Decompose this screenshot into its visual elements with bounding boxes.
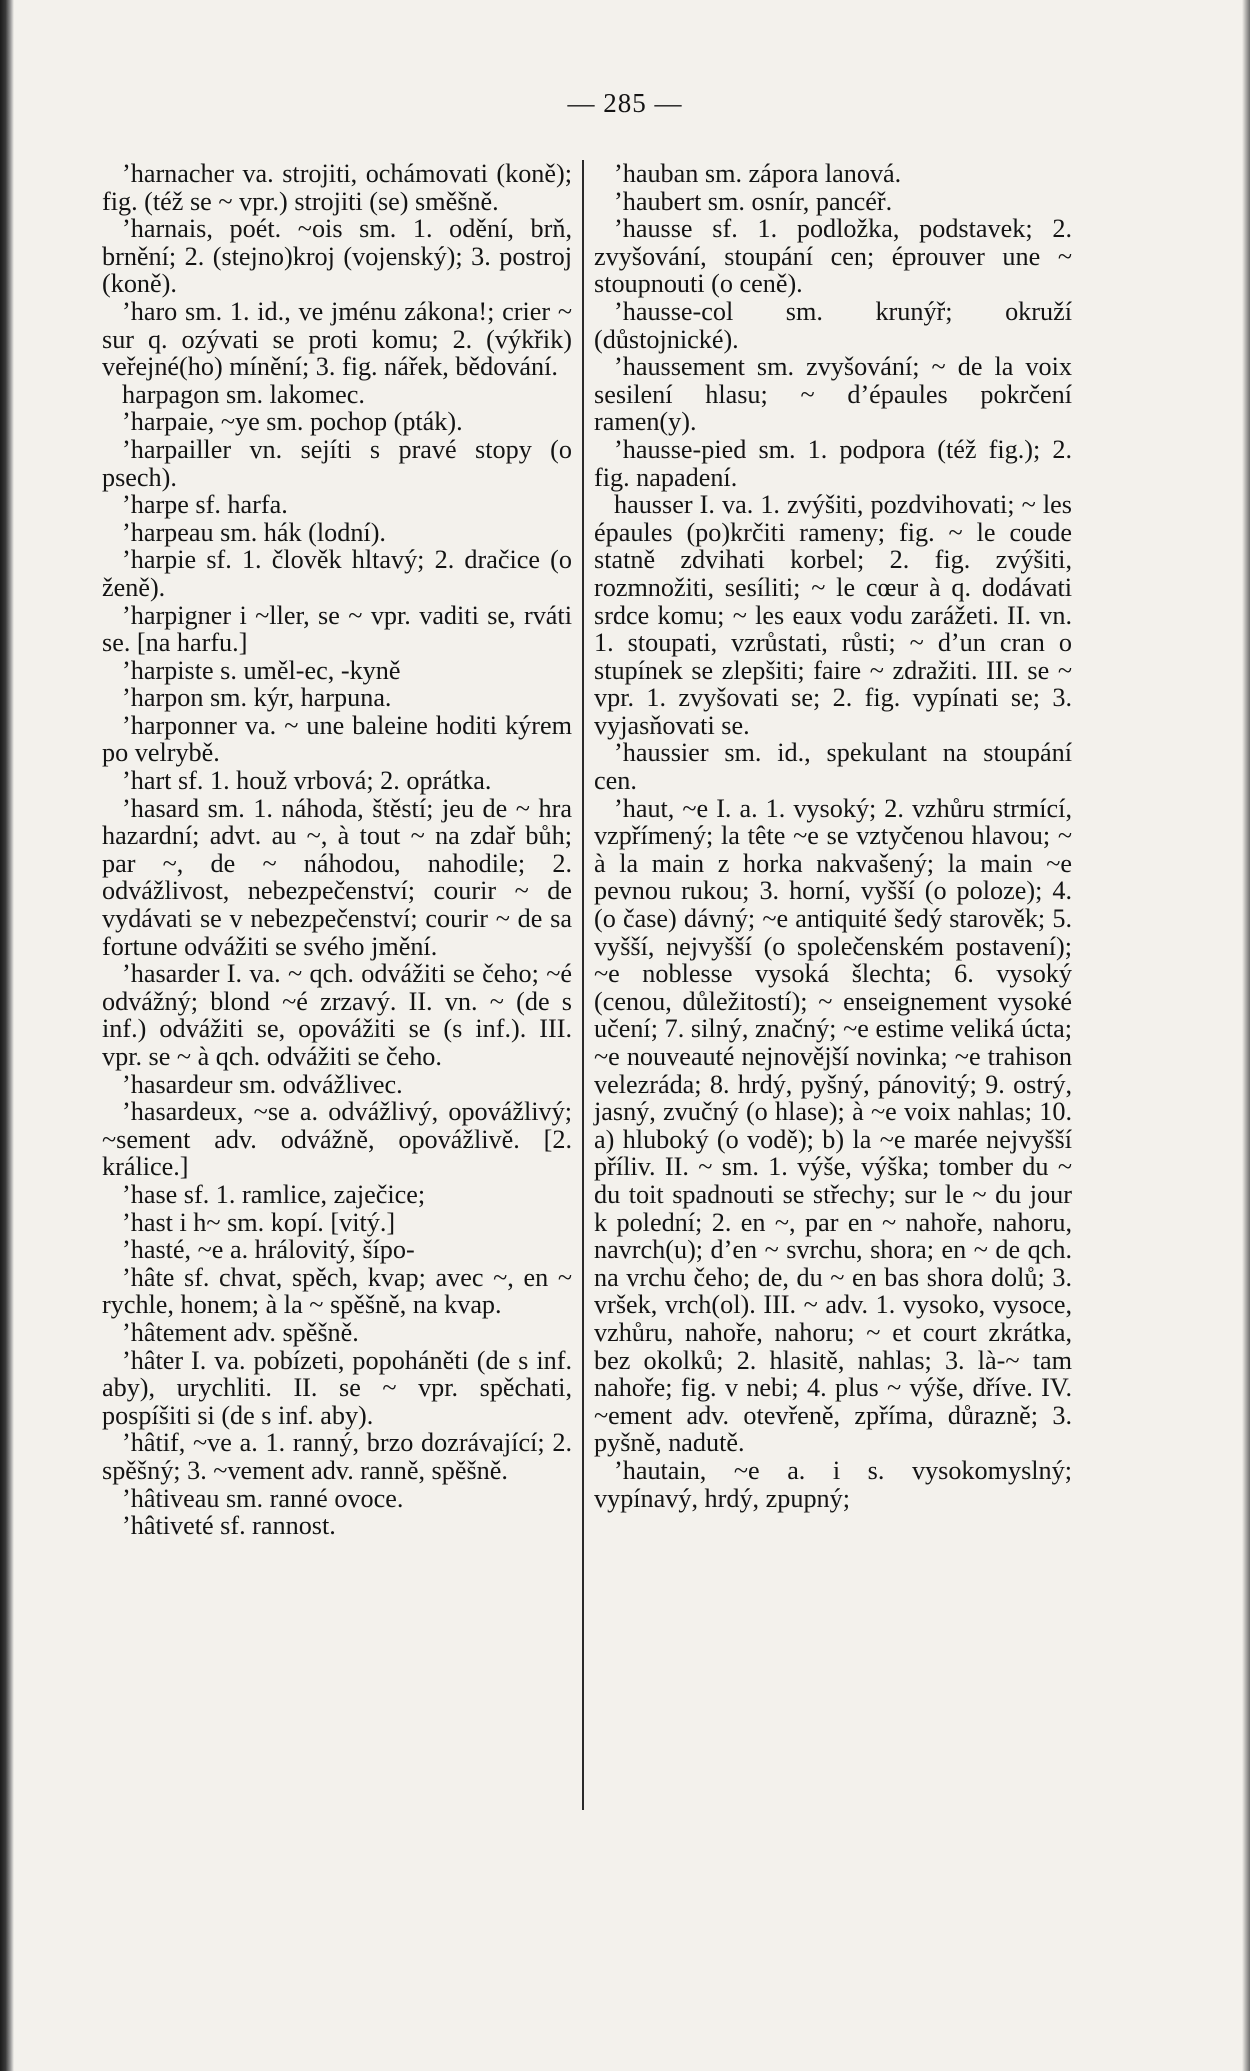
dictionary-entry: ’hauban sm. zápora lanová. bbox=[614, 159, 902, 188]
dictionary-entry: ’hâter I. va. pobízeti, popoháněti (de s inf. aby), urychliti. II. se ~ vpr. spěchati, pospíšiti si (de s inf. aby). bbox=[102, 1345, 572, 1430]
dictionary-entry: ’hase sf. 1. ramlice, zaječice; bbox=[122, 1179, 426, 1209]
dictionary-entry: ’hausse sf. 1. podložka, podstavek; 2. zvyšování, stoupání cen; éprouver une ~ stoupnouti (o ceně). bbox=[594, 214, 1072, 299]
dictionary-entry: ’harpie sf. 1. člověk hltavý; 2. dračice (o ženě). bbox=[102, 545, 572, 602]
dictionary-entry: ’haut, ~e I. a. 1. vysoký; 2. vzhůru strmící, vzpřímený; la tête ~e se vztyčenou hlavou; ~ à la main z horka nakvašený; la main ~e pevnou rukou; 3. horní, vyšší (o poloze); 4. (o čase) dávný; ~e antiquité šedý starověk; 5. vyšší, nejvyšší (o společenském postavení); ~e noblesse vysoká šlechta; 6. vysoký (cenou, důležitostí); ~ enseignement vysoké učení; 7. silný, značný; ~e estime veliká úcta; ~e nouveauté nejnovější novinka; ~e trahison velezráda; 8. hrdý, pyšný, pánovitý; 9. ostrý, jasný, zvučný (o hlase); à ~e voix nahlas; 10. a) hluboký (o vodě); b) la ~e marée nejvyšší příliv. II. ~ sm. 1. výše, výška; tomber du ~ du toit spadnouti se střechy; sur le ~ du jour k polední; 2. en ~, par en ~ nahoře, nahoru, navrch(u); d’en ~ svrchu, shora; en ~ de qch. na vrchu čeho; de, du ~ en bas shora dolů; 3. vršek, vrch(ol). III. ~ adv. 1. vysoko, vysoce, vzhůru, nahoře, nahoru; ~ et court zkrátka, bez okolků; 2. hlasitě, nahlas; 3. là-~ tam nahoře; fig. v nebi; 4. plus ~ výše, dříve. IV. ~ement adv. otevřeně, zpříma, důrazně; 3. pyšně, nadutě. bbox=[594, 793, 1072, 1458]
dictionary-entry: ’haubert sm. osnír, pancéř. bbox=[614, 186, 893, 216]
dictionary-entry: ’harpeau sm. hák (lodní). bbox=[122, 517, 386, 547]
page-right-edge bbox=[1242, 0, 1250, 2071]
dictionary-entry: ’hâte sf. chvat, spěch, kvap; avec ~, en ~ rychle, honem; à la ~ spěšně, na kvap. bbox=[102, 1262, 572, 1320]
dictionary-entry: ’hautain, ~e a. i s. vysokomyslný; vypínavý, hrdý, zpupný; bbox=[594, 1455, 1072, 1513]
dictionary-entry: ’hart sf. 1. houž vrbová; 2. oprátka. bbox=[122, 766, 492, 796]
left-column bbox=[102, 160, 572, 1540]
dictionary-entry: ’hasté, ~e a. hrálovitý, šípo- bbox=[122, 1235, 415, 1265]
page-binding-edge bbox=[0, 0, 14, 2071]
right-column bbox=[594, 160, 1072, 1512]
dictionary-entry: ’haussement sm. zvyšování; ~ de la voix sesilení hlasu; ~ d’épaules pokrčení ramen(y). bbox=[594, 352, 1072, 437]
dictionary-entry: ’hast i h~ sm. kopí. [vitý.] bbox=[122, 1207, 396, 1237]
dictionary-entry: ’harpaie, ~ye sm. pochop (pták). bbox=[122, 407, 463, 437]
dictionary-entry: ’hasardeux, ~se a. odvážlivý, opovážlivý; ~sement adv. odvážně, opovážlivě. [2. králice.] bbox=[102, 1097, 572, 1182]
dictionary-entry: ’hâtement adv. spěšně. bbox=[122, 1317, 359, 1347]
dictionary-entry: harpagon sm. lakomec. bbox=[122, 379, 365, 409]
dictionary-entry: ’hâtif, ~ve a. 1. ranný, brzo dozrávající; 2. spěšný; 3. ~vement adv. ranně, spěšně. bbox=[102, 1428, 572, 1485]
dictionary-entry: ’harponner va. ~ une baleine hoditi kýrem po velrybě. bbox=[102, 710, 572, 768]
dictionary-entry: ’harpiste s. uměl-ec, -kyně bbox=[122, 655, 401, 685]
dictionary-entry: ’harpigner i ~ller, se ~ vpr. vaditi se, rváti se. [na harfu.] bbox=[102, 600, 572, 658]
dictionary-entry: ’harpe sf. harfa. bbox=[122, 490, 288, 520]
dictionary-entry: ’harnais, poét. ~ois sm. 1. odění, brň, brnění; 2. (stejno)kroj (vojenský); 3. postroj (koně). bbox=[102, 214, 572, 299]
page-number: — 285 — bbox=[567, 88, 683, 118]
dictionary-entry: ’haro sm. 1. id., ve jménu zákona!; crier ~ sur q. ozývati se proti komu; 2. (výkřik) veřejné(ho) mínění; 3. fig. nářek, bědování. bbox=[102, 296, 572, 382]
column-divider bbox=[582, 160, 584, 1810]
dictionary-entry: ’hâtiveté sf. rannost. bbox=[122, 1511, 336, 1541]
dictionary-entry: ’harnacher va. strojiti, ochámovati (koně); fig. (též se ~ vpr.) strojiti (se) směšně. bbox=[102, 159, 572, 216]
dictionary-entry: ’harpon sm. kýr, harpuna. bbox=[122, 683, 392, 713]
dictionary-entry: ’hasardeur sm. odvážlivec. bbox=[122, 1069, 403, 1099]
dictionary-entry: ’harpailler vn. sejíti s pravé stopy (o psech). bbox=[102, 434, 572, 492]
dictionary-entry: ’hausse-pied sm. 1. podpora (též fig.); 2. fig. napadení. bbox=[594, 434, 1072, 492]
dictionary-entry: ’haussier sm. id., spekulant na stoupání cen. bbox=[594, 738, 1072, 796]
dictionary-entry: ’hausse-col sm. krunýř; okruží (důstojnické). bbox=[594, 296, 1072, 354]
dictionary-entry: ’hâtiveau sm. ranné ovoce. bbox=[122, 1483, 404, 1513]
dictionary-entry: hausser I. va. 1. zvýšiti, pozdvihovati; ~ les épaules (po)krčiti rameny; fig. ~ le coude statně zdvihati korbel; 2. fig. zvýšiti, rozmnožiti, sesíliti; ~ le cœur à q. dodávati srdce komu; ~ les eaux vodu zarážeti. II. vn. 1. stoupati, vzrůstati, růsti; ~ d’un cran o stupínek se zlepšiti; faire ~ zdražiti. III. se ~ vpr. 1. zvyšovati se; 2. fig. vypínati se; 3. vyjasňovati se. bbox=[594, 490, 1072, 740]
dictionary-entry: ’hasarder I. va. ~ qch. odvážiti se čeho; ~é odvážný; blond ~é zrzavý. II. vn. ~ (de s inf.) odvážiti se, opovážiti se (s inf.). III. vpr. se ~ à qch. odvážiti se čeho. bbox=[102, 959, 572, 1071]
dictionary-entry: ’hasard sm. 1. náhoda, štěstí; jeu de ~ hra hazardní; advt. au ~, à tout ~ na zdař bůh; par ~, de ~ náhodou, nahodile; 2. odvážlivost, nebezpečenství; courir ~ de vydávati se v nebezpečenství; courir ~ de sa fortune odvážiti se svého jmění. bbox=[102, 793, 572, 961]
